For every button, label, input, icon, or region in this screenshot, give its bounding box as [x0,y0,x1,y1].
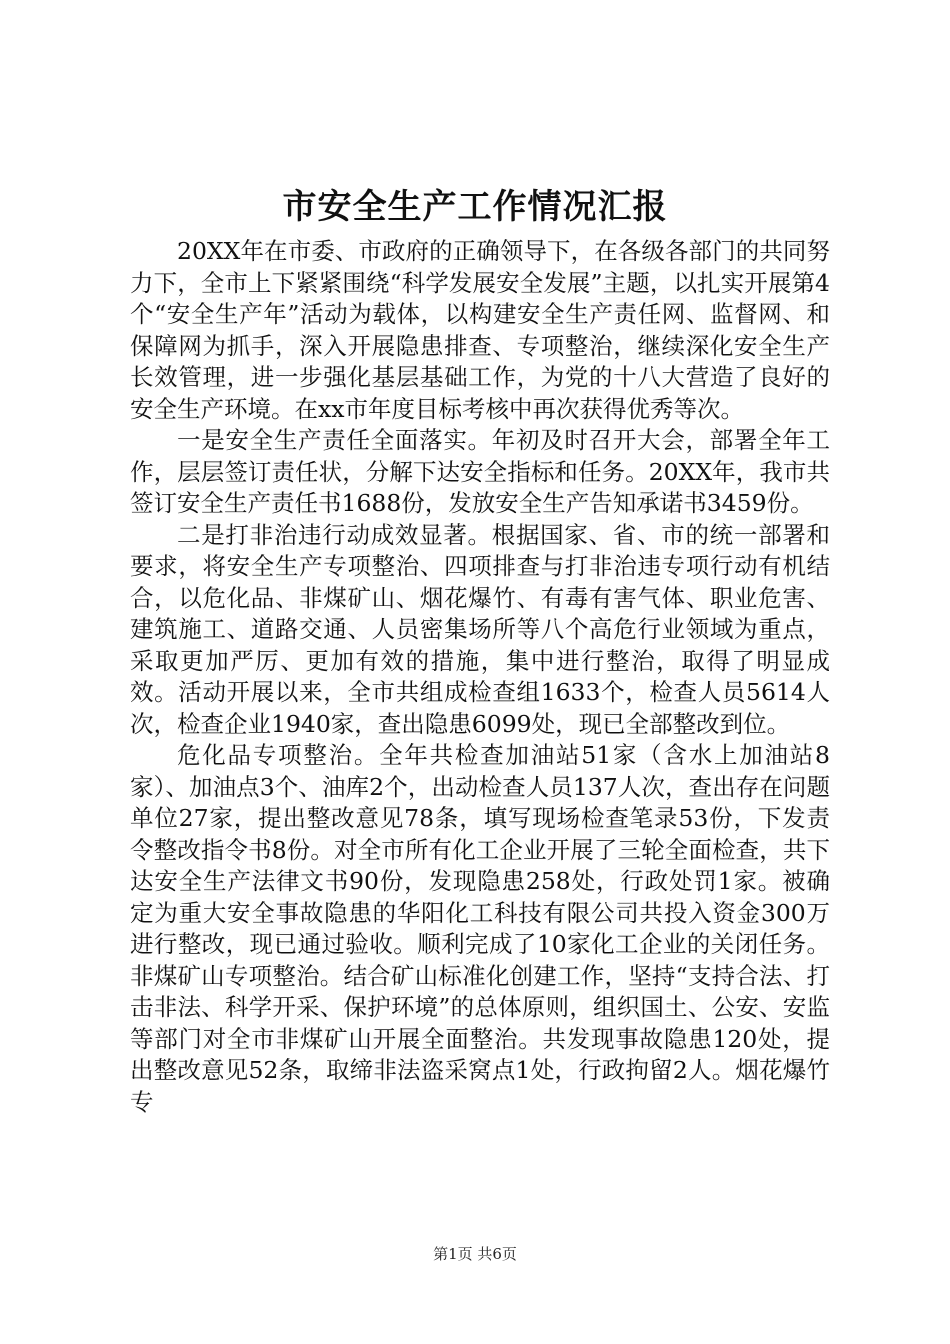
document-title: 市安全生产工作情况汇报 [282,187,668,227]
paragraph-intro: 20XX年在市委、市政府的正确领导下，在各级各部门的共同努力下，全市上下紧紧围绕“科学发展安全发展”主题，以扎实开展第4个“安全生产年”活动为载体，以构建安全生产责任网、监督网、和保障网为抓手，深入开展隐患排查、专项整治，继续深化安全生产长效管理，进一步强化基层基础工作，为党的十八大营造了良好的安全生产环境。在xx市年度目标考核中再次获得优秀等次。 [130,237,830,423]
paragraph-responsibility: 一是安全生产责任全面落实。年初及时召开大会，部署全年工作，层层签订责任状，分解下达安全指标和任务。20XX年，我市共签订安全生产责任书1688份，发放安全生产告知承诺书3459份。 [130,426,830,517]
page-number-footer: 第1页 共6页 [433,1245,517,1263]
paragraph-hazardous-chemicals: 危化品专项整治。全年共检查加油站51家（含水上加油站8家）、加油点3个、油库2个，出动检查人员137人次，查出存在问题单位27家，提出整改意见78条，填写现场检查笔录53份，下发责令整改指令书8份。对全市所有化工企业开展了三轮全面检查，共下达安全生产法律文书90份，发现隐患258处，行政处罚1家。被确定为重大安全事故隐患的华阳化工科技有限公司共投入资金300万进行整改，现已通过验收。顺利完成了10家化工企业的关闭任务。非煤矿山专项整治。结合矿山标准化创建工作，坚持“支持合法、打击非法、科学开采、保护环境”的总体原则，组织国土、公安、安监等部门对全市非煤矿山开展全面整治。共发现事故隐患120处，提出整改意见52条，取缔非法盗采窝点1处，行政拘留2人。烟花爆竹专 [130,741,830,1116]
document-body [130,236,830,1118]
paragraph-crackdown: 二是打非治违行动成效显著。根据国家、省、市的统一部署和要求，将安全生产专项整治、四项排查与打非治违专项行动有机结合，以危化品、非煤矿山、烟花爆竹、有毒有害气体、职业危害、建筑施工、道路交通、人员密集场所等八个高危行业领域为重点，采取更加严厉、更加有效的措施，集中进行整治，取得了明显成效。活动开展以来，全市共组成检查组1633个，检查人员5614人次，检查企业1940家，查出隐患6099处，现已全部整改到位。 [130,520,830,738]
